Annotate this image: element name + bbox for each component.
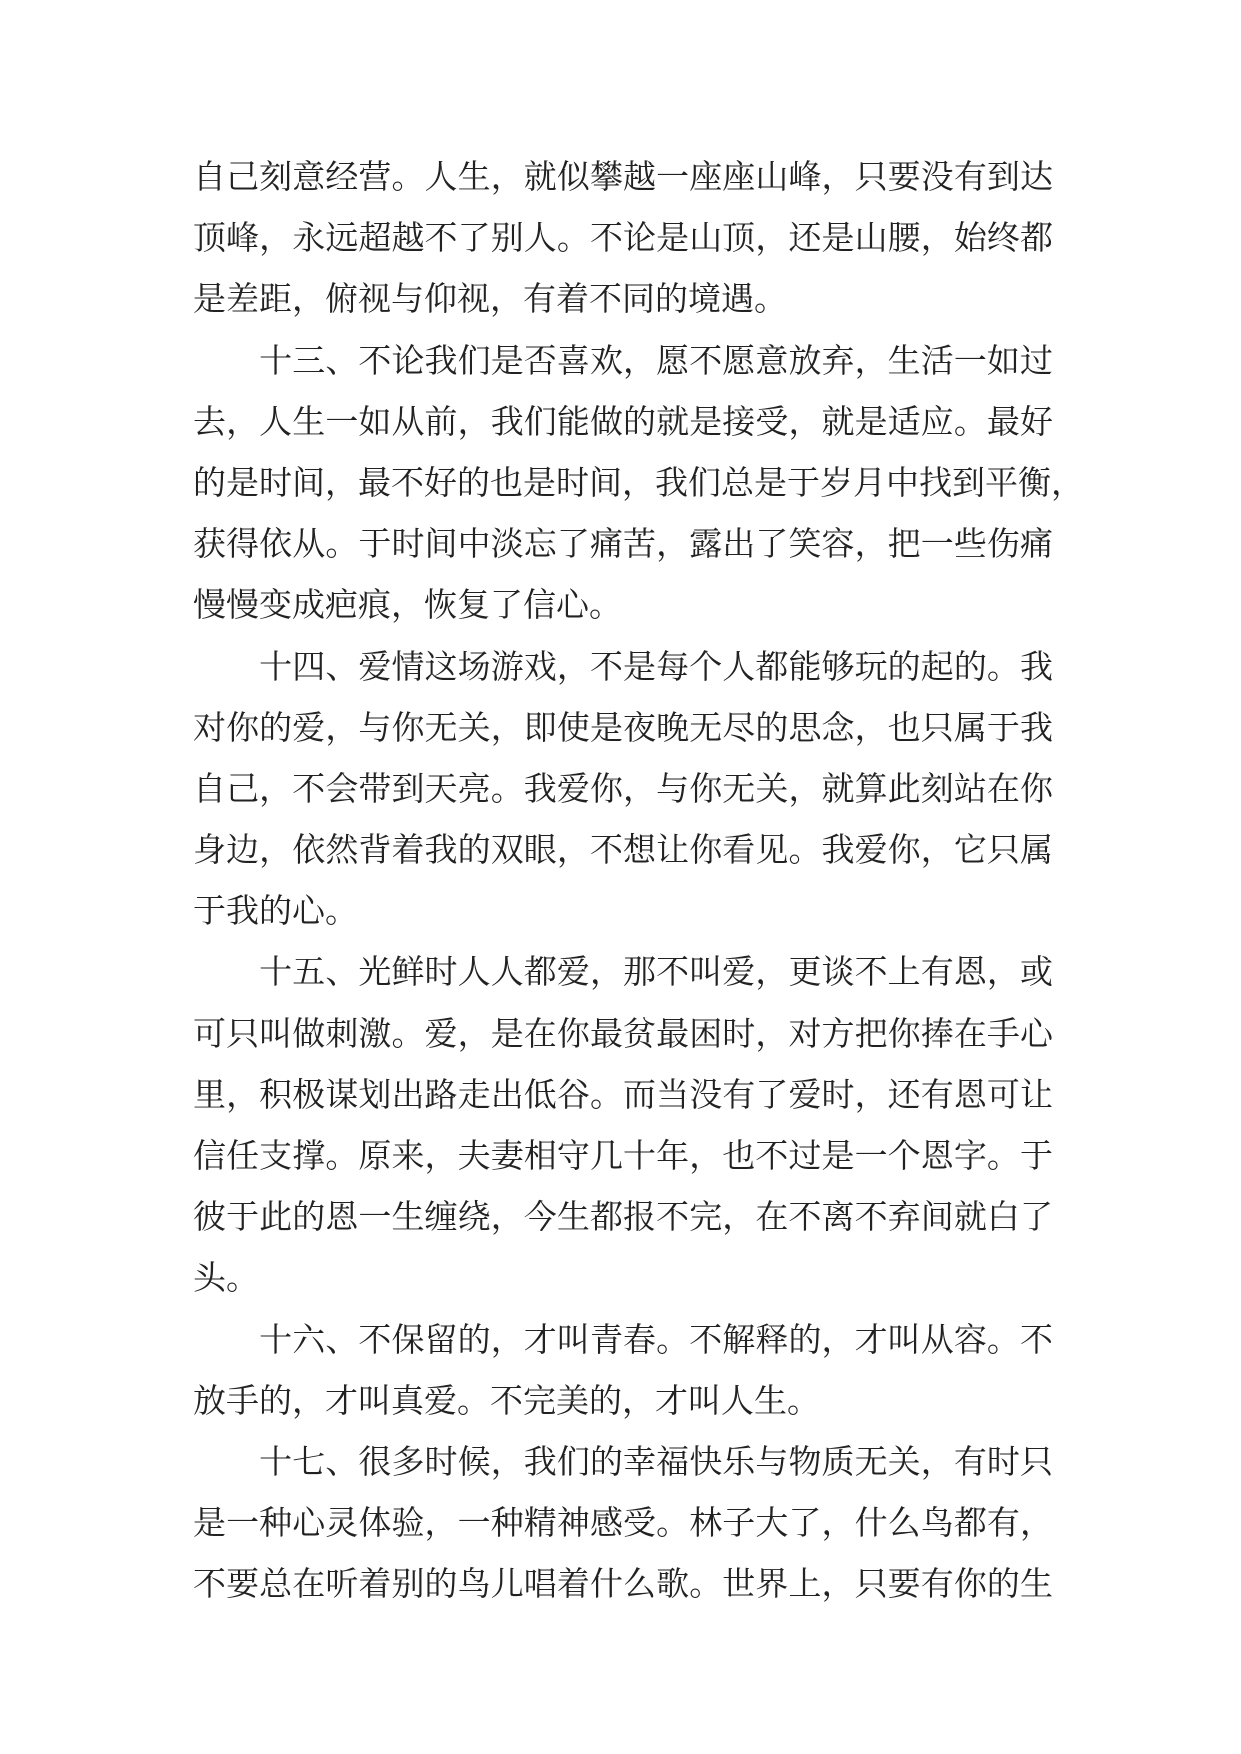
document-body	[193, 146, 1084, 1615]
text-line: 里，积极谋划出路走出低谷。而当没有了爱时，还有恩可让	[193, 1074, 1053, 1114]
paragraph	[193, 330, 1084, 636]
text-line: 十六、不保留的，才叫青春。不解释的，才叫从容。不	[193, 1319, 1053, 1359]
text-line: 获得依从。于时间中淡忘了痛苦，露出了笑容，把一些伤痛	[193, 524, 1053, 564]
text-line: 于我的心。	[193, 891, 358, 931]
text-line: 十四、爱情这场游戏，不是每个人都能够玩的起的。我	[193, 646, 1053, 686]
text-line: 去，人生一如从前，我们能做的就是接受，就是适应。最好	[193, 401, 1053, 441]
text-line: 是一种心灵体验，一种精神感受。林子大了，什么鸟都有，	[193, 1503, 1053, 1543]
paragraph	[193, 636, 1053, 942]
text-line: 的是时间，最不好的也是时间，我们总是于岁月中找到平衡，	[193, 462, 1084, 502]
text-line: 身边，依然背着我的双眼，不想让你看见。我爱你，它只属	[193, 830, 1053, 870]
text-line: 信任支撑。原来，夫妻相守几十年，也不过是一个恩字。于	[193, 1136, 1053, 1175]
text-line: 对你的爱，与你无关，即使是夜晚无尽的思念，也只属于我	[193, 707, 1053, 747]
paragraph	[193, 146, 1053, 330]
text-line: 自己，不会带到天亮。我爱你，与你无关，就算此刻站在你	[193, 768, 1053, 808]
text-line: 放手的，才叫真爱。不完美的，才叫人生。	[193, 1380, 820, 1420]
paragraph	[193, 1309, 1053, 1431]
paragraph	[193, 1431, 1053, 1615]
text-line: 彼于此的恩一生缠绕，今生都报不完，在不离不弃间就白了	[193, 1197, 1053, 1237]
text-line: 自己刻意经营。人生，就似攀越一座座山峰，只要没有到达	[193, 157, 1053, 196]
paragraph	[193, 941, 1053, 1308]
text-line: 是差距，俯视与仰视，有着不同的境遇。	[193, 279, 787, 319]
text-line: 顶峰，永远超越不了别人。不论是山顶，还是山腰，始终都	[193, 218, 1053, 258]
text-line: 慢慢变成疤痕，恢复了信心。	[193, 585, 622, 625]
text-line: 不要总在听着别的鸟儿唱着什么歌。世界上，只要有你的生	[193, 1564, 1053, 1604]
text-line: 十七、很多时候，我们的幸福快乐与物质无关，有时只	[193, 1441, 1053, 1481]
text-line: 十三、不论我们是否喜欢，愿不愿意放弃，生活一如过	[193, 340, 1053, 380]
text-line: 头。	[193, 1258, 259, 1298]
text-line: 可只叫做刺激。爱，是在你最贫最困时，对方把你捧在手心	[193, 1013, 1053, 1053]
text-line: 十五、光鲜时人人都爱，那不叫爱，更谈不上有恩，或	[193, 952, 1053, 992]
